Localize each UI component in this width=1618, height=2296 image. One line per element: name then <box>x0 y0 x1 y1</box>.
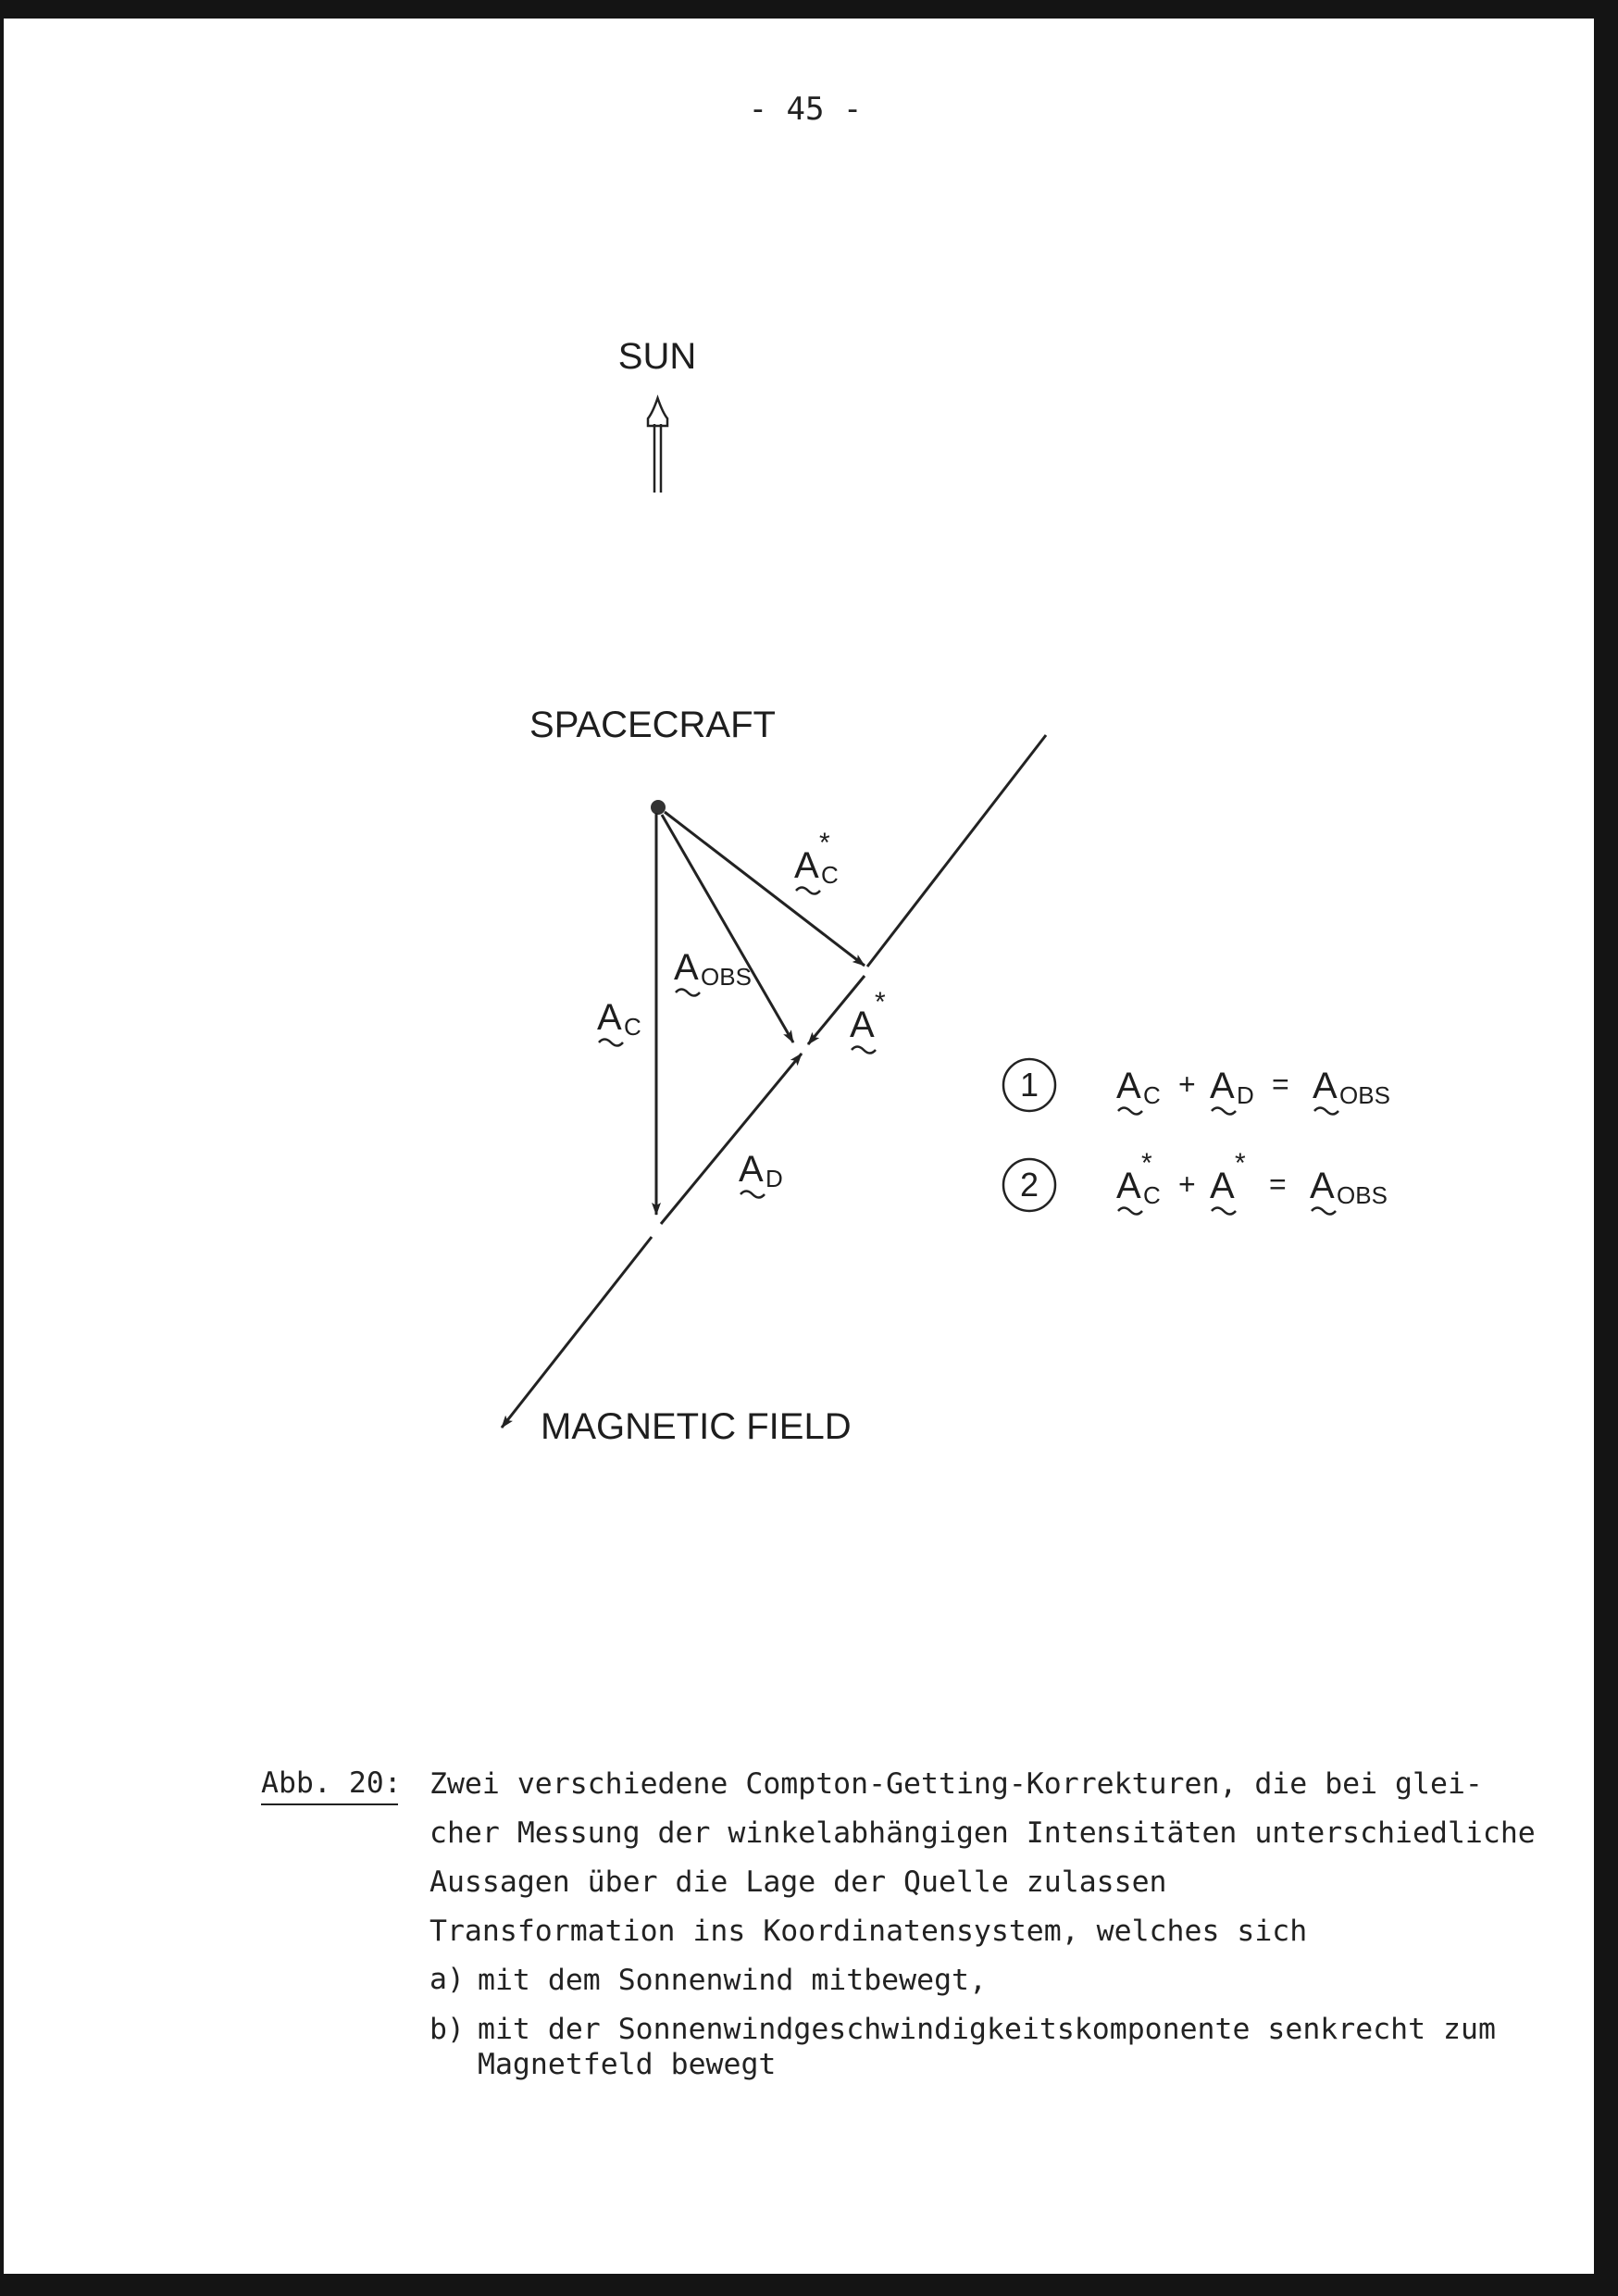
vector-letter: A <box>739 1149 764 1190</box>
vector-subscript: C <box>624 1013 641 1041</box>
vector-letter: A <box>674 947 699 988</box>
vector-ac-star <box>665 812 865 966</box>
caption-body <box>429 1766 1559 2082</box>
vector-tilde <box>1212 1108 1236 1115</box>
vector-label-aobs <box>674 947 752 996</box>
caption-item-a <box>429 1963 1559 2012</box>
vector-label-ac-star <box>794 828 839 894</box>
vector-subscript: OBS <box>701 963 752 991</box>
vector-superscript: * <box>1235 1148 1246 1179</box>
vector-aobs <box>662 815 793 1042</box>
caption-item-marker: a) <box>429 1963 465 1996</box>
vector-tilde <box>1314 1108 1338 1115</box>
vector-tilde <box>1118 1108 1142 1115</box>
page-number: - 45 - <box>748 91 863 128</box>
vector-tilde <box>796 888 820 894</box>
caption-line: cher Messung der winkelabhängigen Intensitäten unterschiedliche <box>429 1816 1536 1850</box>
vector-letter: A <box>1313 1066 1338 1106</box>
vector-tilde <box>599 1040 623 1046</box>
caption-item-b <box>429 2012 1559 2082</box>
vector-tilde <box>676 990 700 996</box>
spacecraft-label: SPACECRAFT <box>529 705 776 745</box>
magnetic-field-line-upper <box>867 735 1046 967</box>
vector-letter: A <box>850 1004 875 1045</box>
equation-number: 1 <box>1019 1066 1039 1104</box>
vector-letter: A <box>1116 1066 1141 1106</box>
equals-sign: = <box>1272 1067 1289 1101</box>
vector-subscript: C <box>821 861 839 889</box>
vector-ad <box>661 1054 802 1224</box>
vector-label-ac <box>597 997 641 1046</box>
vector-letter: A <box>1210 1166 1235 1206</box>
vector-label-a-star <box>850 987 886 1054</box>
vector-letter: A <box>1116 1166 1141 1206</box>
vector-tilde <box>741 1192 765 1198</box>
spacecraft-dot <box>651 800 666 815</box>
caption-line: Transformation ins Koordinatensystem, welches sich <box>429 1915 1308 1948</box>
caption-label: Abb. 20: <box>261 1766 398 1805</box>
caption-item-marker: b) <box>429 2013 465 2046</box>
equation-1 <box>1003 1059 1390 1115</box>
vector-subscript: D <box>765 1165 783 1192</box>
vector-label-ad <box>739 1149 783 1198</box>
plus-sign: + <box>1178 1067 1196 1101</box>
vector-superscript: * <box>819 828 830 858</box>
vector-subscript: OBS <box>1337 1181 1388 1209</box>
caption-item-text: mit der Sonnenwindgeschwindigkeitskomponente senkrecht zum Magnetfeld bewegt <box>478 2013 1496 2081</box>
vector-tilde <box>852 1047 876 1054</box>
equals-sign: = <box>1269 1167 1287 1201</box>
vector-superscript: * <box>1141 1148 1152 1179</box>
vector-letter: A <box>1310 1166 1335 1206</box>
equation-number: 2 <box>1019 1166 1039 1204</box>
vector-letter: A <box>597 997 622 1038</box>
caption-line: Zwei verschiedene Compton-Getting-Korrekturen, die bei glei- <box>429 1767 1483 1801</box>
caption-item-text: mit dem Sonnenwind mitbewegt, <box>478 1964 987 1997</box>
sun-label: SUN <box>617 336 697 377</box>
vector-subscript: C <box>1143 1081 1161 1109</box>
caption-line: Aussagen über die Lage der Quelle zulassen <box>429 1866 1167 1899</box>
vector-letter: A <box>794 845 819 886</box>
vector-tilde <box>1212 1208 1236 1215</box>
vector-tilde <box>1312 1208 1336 1215</box>
sun-direction-arrow <box>648 398 667 493</box>
plus-sign: + <box>1178 1167 1196 1201</box>
vector-subscript: C <box>1143 1181 1161 1209</box>
vector-subscript: D <box>1237 1081 1254 1109</box>
vector-tilde <box>1118 1208 1142 1215</box>
magnetic-field-label: MAGNETIC FIELD <box>541 1406 852 1447</box>
magnetic-field-line-lower <box>502 1237 652 1428</box>
equation-2 <box>1003 1148 1388 1215</box>
vector-subscript: OBS <box>1339 1081 1390 1109</box>
vector-letter: A <box>1210 1066 1235 1106</box>
vector-superscript: * <box>875 987 886 1017</box>
